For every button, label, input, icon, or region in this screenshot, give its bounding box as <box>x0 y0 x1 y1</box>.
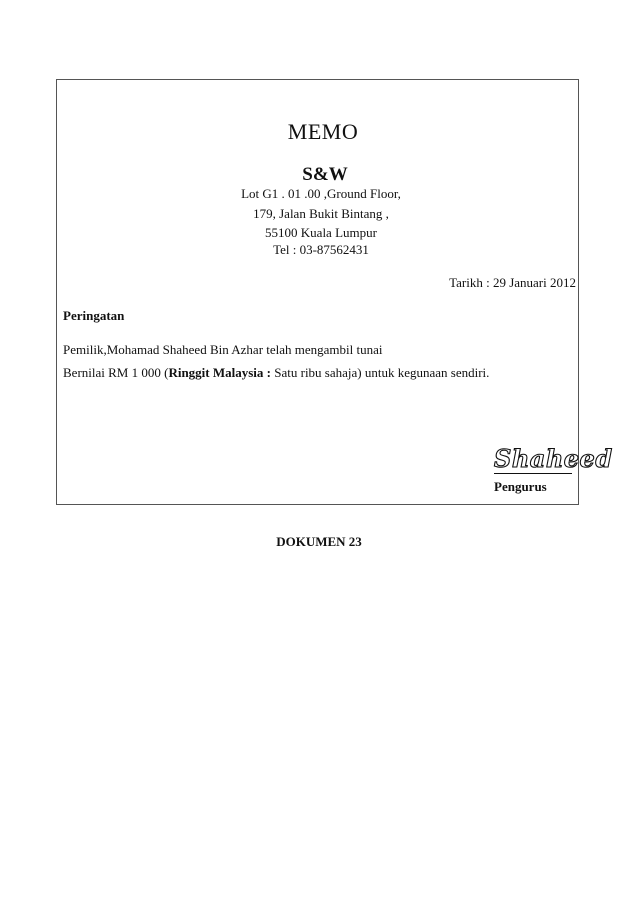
memo-title: MEMO <box>287 119 359 144</box>
body-amount-text: Bernilai RM 1 000 ( <box>63 365 169 380</box>
signature: Shaheed <box>494 444 613 473</box>
signatory-role: Pengurus <box>494 479 547 494</box>
address-line-2: 179, Jalan Bukit Bintang , <box>253 206 389 221</box>
body-amount-words: Satu ribu sahaja) untuk kegunaan sendiri. <box>271 365 490 380</box>
memo-body-line-1: Pemilik,Mohamad Shaheed Bin Azhar telah mengambil tunai <box>63 342 383 357</box>
memo-subject: Peringatan <box>63 308 125 323</box>
address-phone: Tel : 03-87562431 <box>273 242 369 257</box>
memo-body-line-2 <box>63 365 489 381</box>
company-name: S&W <box>302 164 348 185</box>
address-line-1: Lot G1 . 01 .00 ,Ground Floor, <box>241 186 401 201</box>
body-currency-bold: Ringgit Malaysia : <box>168 365 271 380</box>
signature-underline <box>494 473 572 474</box>
memo-date: Tarikh : 29 Januari 2012 <box>449 275 576 290</box>
document-label: DOKUMEN 23 <box>276 534 362 549</box>
address-line-3: 55100 Kuala Lumpur <box>265 225 377 240</box>
